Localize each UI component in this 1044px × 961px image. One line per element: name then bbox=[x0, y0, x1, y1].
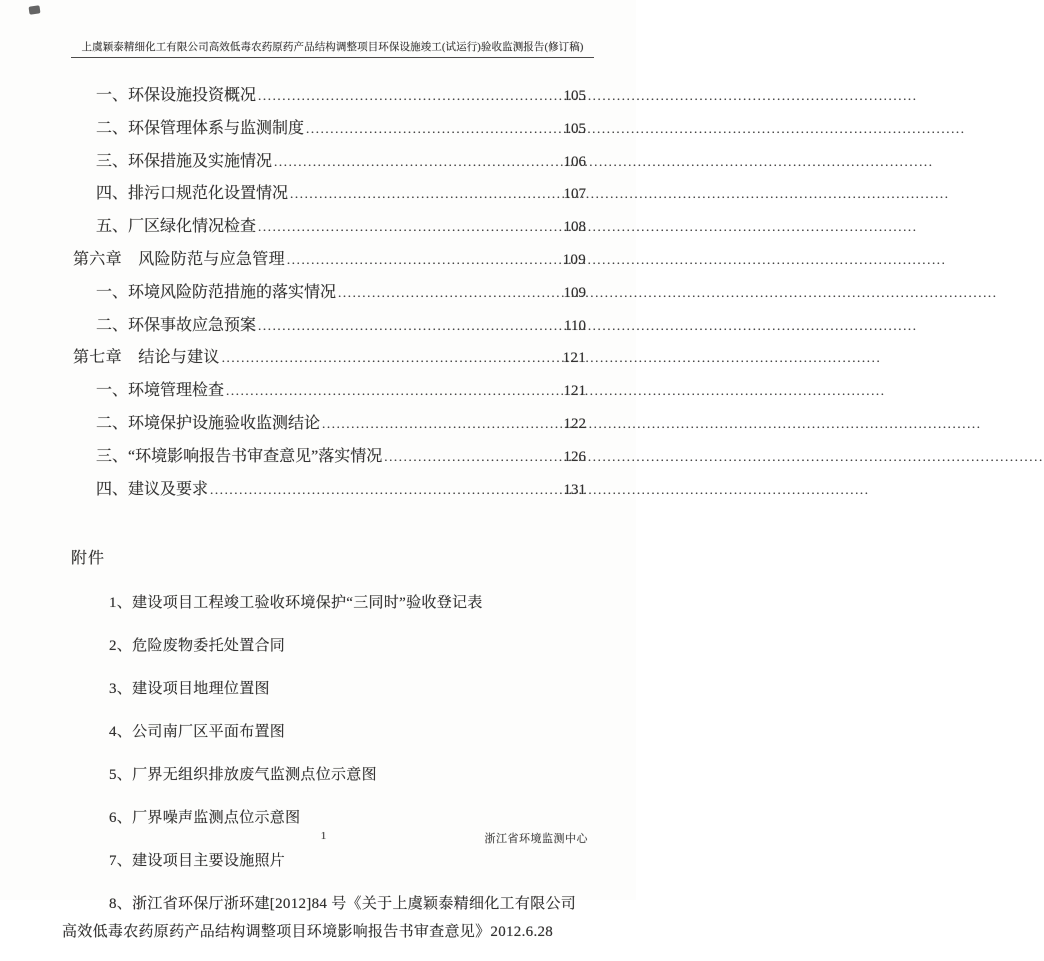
attachment-item: 6、厂界噪声监测点位示意图 bbox=[109, 810, 301, 826]
scan-smudge-artifact bbox=[28, 5, 40, 14]
toc-entry-page-number: 109 bbox=[562, 251, 586, 268]
toc-entry-page-number: 105 bbox=[563, 120, 586, 137]
toc-entry-page-number: 105 bbox=[563, 88, 586, 104]
toc-entry-label: 一、环保设施投资概况 bbox=[96, 87, 257, 104]
dot-leader bbox=[258, 218, 561, 236]
toc-entry-label: 五、厂区绿化情况检查 bbox=[96, 218, 257, 236]
toc-entry-label: 三、“环境影响报告书审查意见”落实情况 bbox=[96, 447, 383, 465]
attachment-item: 2、危险废物委托处置合同 bbox=[109, 638, 286, 654]
toc-entry bbox=[62, 180, 586, 213]
dot-leader bbox=[384, 448, 561, 466]
toc-entry-label: 四、排污口规范化设置情况 bbox=[96, 185, 289, 203]
toc-entry bbox=[62, 344, 586, 377]
toc-entry bbox=[62, 115, 586, 148]
dot-leader bbox=[258, 317, 562, 335]
toc-entry-page-number: 122 bbox=[563, 415, 586, 432]
toc-entry bbox=[62, 213, 586, 246]
table-of-contents bbox=[62, 82, 586, 508]
toc-entry bbox=[62, 148, 586, 181]
footer-organization-label: 浙江省环境监测中心 bbox=[484, 833, 588, 845]
toc-entry bbox=[62, 410, 586, 443]
toc-entry-label: 二、环境保护设施验收监测结论 bbox=[96, 414, 321, 432]
toc-entry-label: 四、建议及要求 bbox=[96, 480, 209, 498]
toc-entry-page-number: 108 bbox=[563, 219, 586, 236]
toc-entry-label: 第七章 结论与建议 bbox=[73, 349, 220, 367]
toc-entry bbox=[62, 82, 586, 115]
attachment-item: 5、厂界无组织排放废气监测点位示意图 bbox=[109, 767, 377, 783]
toc-entry-label: 二、环保管理体系与监测制度 bbox=[96, 119, 305, 137]
attachment-item: 1、建设项目工程竣工验收环境保护“三同时”验收登记表 bbox=[109, 595, 483, 611]
toc-entry-label: 三、环保措施及实施情况 bbox=[96, 152, 273, 170]
toc-entry-label: 第六章 风险防范与应急管理 bbox=[73, 250, 285, 268]
dot-leader bbox=[338, 284, 561, 302]
toc-entry bbox=[62, 443, 586, 476]
toc-entry-label: 二、环保事故应急预案 bbox=[96, 316, 257, 334]
toc-entry-page-number: 109 bbox=[563, 284, 586, 301]
toc-entry bbox=[62, 476, 586, 509]
dot-leader bbox=[222, 349, 561, 367]
toc-entry-page-number: 121 bbox=[563, 383, 586, 400]
attachments-heading: 附件 bbox=[71, 550, 106, 567]
toc-entry bbox=[62, 279, 586, 312]
attachment-item: 3、建设项目地理位置图 bbox=[109, 681, 270, 697]
dot-leader bbox=[210, 481, 561, 499]
dot-leader bbox=[287, 251, 561, 269]
toc-entry-page-number: 106 bbox=[563, 153, 586, 170]
dot-leader bbox=[322, 415, 561, 433]
toc-entry bbox=[62, 246, 586, 279]
toc-entry-label: 一、环境风险防范措施的落实情况 bbox=[96, 283, 337, 301]
toc-entry-label: 一、环境管理检查 bbox=[96, 382, 225, 400]
dot-leader bbox=[258, 87, 561, 105]
footer-page-number: 1 bbox=[320, 830, 327, 842]
toc-entry-page-number: 131 bbox=[563, 481, 586, 498]
toc-entry bbox=[62, 377, 586, 410]
dot-leader bbox=[290, 185, 561, 203]
attachment-item: 8、浙江省环保厅浙环建[2012]84 号《关于上虞颖泰精细化工有限公司高效低毒农药原药产品结构调整项目环境影响报告书审查意见》2012.6.28 bbox=[62, 896, 577, 940]
toc-entry-page-number: 110 bbox=[564, 317, 586, 334]
toc-entry-page-number: 121 bbox=[562, 350, 586, 367]
attachment-item: 4、公司南厂区平面布置图 bbox=[109, 724, 286, 740]
dot-leader bbox=[306, 120, 561, 138]
toc-entry-page-number: 126 bbox=[563, 448, 586, 465]
attachments-list bbox=[62, 574, 588, 961]
dot-leader bbox=[274, 153, 561, 171]
toc-entry bbox=[62, 312, 586, 345]
toc-entry-page-number: 107 bbox=[563, 186, 586, 203]
dot-leader bbox=[226, 382, 561, 400]
attachment-item: 7、建设项目主要设施照片 bbox=[109, 853, 286, 869]
page-header-title: 上虞颖泰精细化工有限公司高效低毒农药原药产品结构调整项目环保设施竣工(试运行)验收监测报告(修订稿) bbox=[71, 39, 594, 58]
